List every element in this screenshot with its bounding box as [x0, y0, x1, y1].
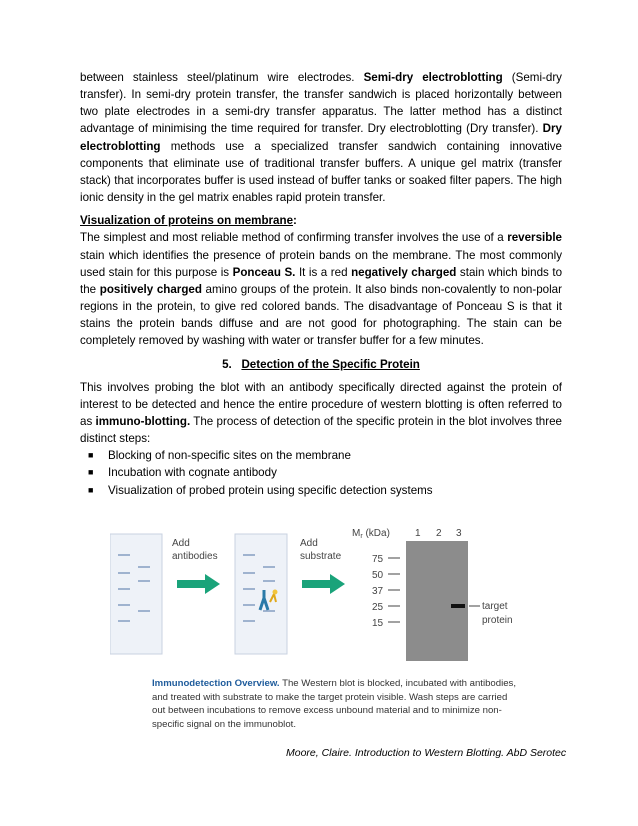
marker-labels — [372, 554, 384, 629]
add-antibodies-label-2: antibodies — [172, 551, 218, 562]
right-arrow-icon — [177, 574, 220, 594]
paragraph-detection: This involves probing the blot with an antibody specifically directed against the protein of interest to be detected and hence the entire procedure of western blotting is often referred to as immuno-blotting. The process of detection of the specific protein in the blot involves three distinct steps: — [80, 380, 563, 446]
section-title: 5. Detection of the Specific Protein — [222, 357, 420, 371]
paragraph-electroblotting: between stainless steel/platinum wire electrodes. Semi-dry electroblotting (Semi-dry transfer). In semi-dry protein transfer, the transfer sandwich is placed horizontally between two plate electrodes in a semi-dry transfer apparatus. The latter method has a distinct advantage of minimising the time required for transfer. Dry electroblotting (Dry transfer). Dry electroblotting methods use a specialized transfer sandwich containing innovative components that eliminate use of traditional transfer buffers. A unique gel matrix (transfer stack) that incorporates buffer is used instead of buffer tanks or soaked filter papers. The high ionic density in the gel matrix enables rapid protein transfer. — [80, 71, 562, 205]
lane-label: 3 — [456, 528, 462, 539]
figure-caption: Immunodetection Overview. The Western blot is blocked, incubated with antibodies, and treated with substrate to make the target protein visible. Wash steps are carried out between incubations to remove excess unbound material and to minimize non-specific signal on the immunoblot. — [152, 678, 517, 730]
square-bullet-icon: ■ — [88, 484, 94, 495]
paragraph-visualization: The simplest and most reliable method of confirming transfer involves the use of a reversible stain which identifies the presence of protein bands on the membrane. The most commonly used stain for this purpose is Ponceau S. It is a red negatively charged stain which binds to the positively charged amino groups of the protein. It also binds non-covalently to non-polar regions in the protein, to give red colored bands. The disadvantage of Ponceau S is that it stains the protein bands diffuse and are not good for photographing. The stain can be completely removed by washing with water or transfer buffer for a few minutes. — [80, 231, 563, 348]
membrane-panel-2 — [235, 534, 287, 654]
membrane-panel-1 — [110, 534, 162, 654]
marker-label: 75 — [372, 554, 384, 565]
square-bullet-icon: ■ — [88, 467, 94, 478]
square-bullet-icon: ■ — [88, 450, 94, 461]
list-item: ■ Visualization of probed protein using specific detection systems — [88, 482, 562, 499]
visualization-heading: Visualization of proteins on membrane: — [80, 214, 297, 228]
document-body — [80, 69, 562, 499]
blot-image — [406, 541, 468, 661]
right-arrow-icon — [302, 574, 345, 594]
add-substrate-label-1: Add — [300, 538, 318, 549]
lane-labels — [415, 528, 462, 539]
steps-list — [80, 447, 562, 498]
marker-label: 50 — [372, 570, 384, 581]
target-band — [451, 604, 465, 608]
citation: Moore, Claire. Introduction to Western Blotting. AbD Serotec — [286, 747, 567, 759]
lane-label: 2 — [436, 528, 442, 539]
marker-label: 37 — [372, 586, 384, 597]
list-item: ■ Incubation with cognate antibody — [88, 464, 562, 481]
marker-label: 15 — [372, 618, 384, 629]
add-substrate-label-2: substrate — [300, 551, 342, 562]
target-protein-label-1: target — [482, 601, 508, 612]
mr-label: $M_r$ (kDa) — [352, 528, 390, 540]
add-antibodies-label-1: Add — [172, 538, 190, 549]
marker-label: 25 — [372, 602, 384, 613]
lane-label: 1 — [415, 528, 421, 539]
target-protein-label-2: protein — [482, 615, 513, 626]
list-item: ■ Blocking of non-specific sites on the membrane — [88, 447, 562, 464]
